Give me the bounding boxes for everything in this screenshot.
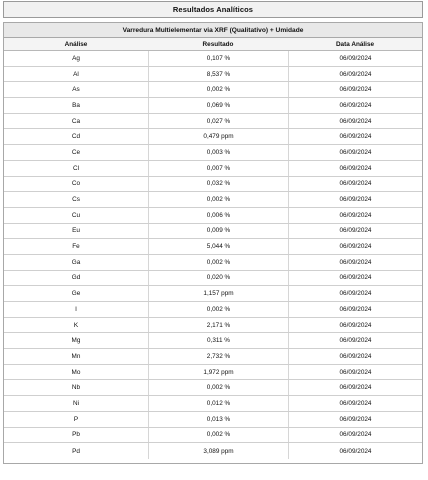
cell-data: 06/09/2024	[288, 271, 422, 286]
cell-resultado: 0,479 ppm	[148, 129, 288, 144]
table-row	[4, 98, 422, 114]
table-row	[4, 67, 422, 83]
cell-analise: Pd	[72, 447, 80, 455]
cell-data: 06/09/2024	[288, 443, 422, 459]
cell-analise: Cu	[71, 211, 81, 219]
page-title-text: Resultados Analíticos	[172, 5, 254, 14]
cell-resultado: 0,311 %	[148, 333, 288, 348]
column-header-analise: Análise	[64, 40, 88, 48]
cell-resultado: 0,002 %	[148, 380, 288, 395]
cell-resultado: 0,002 %	[148, 192, 288, 207]
cell-data: 06/09/2024	[288, 380, 422, 395]
table-row	[4, 396, 422, 412]
table-row	[4, 51, 422, 67]
table-row	[4, 192, 422, 208]
page-title	[3, 1, 423, 18]
cell-analise: Nb	[71, 384, 81, 392]
cell-analise: Al	[73, 70, 79, 78]
cell-analise: Ca	[71, 117, 81, 125]
cell-data: 06/09/2024	[288, 396, 422, 411]
table-row	[4, 255, 422, 271]
cell-analise: Eu	[72, 227, 80, 235]
cell-resultado: 0,027 %	[148, 114, 288, 129]
cell-data: 06/09/2024	[288, 239, 422, 254]
cell-analise: K	[73, 321, 79, 329]
cell-data: 06/09/2024	[288, 302, 422, 317]
table-row	[4, 82, 422, 98]
cell-data: 06/09/2024	[288, 365, 422, 380]
cell-resultado: 0,009 %	[148, 224, 288, 239]
cell-data: 06/09/2024	[288, 82, 422, 97]
cell-data: 06/09/2024	[288, 177, 422, 192]
cell-analise: Ba	[72, 101, 80, 109]
cell-analise: I	[75, 305, 77, 313]
cell-analise: Gd	[71, 274, 81, 282]
cell-analise: Pb	[72, 431, 80, 439]
cell-analise: P	[73, 415, 79, 423]
table-row	[4, 365, 422, 381]
table-row	[4, 333, 422, 349]
cell-data: 06/09/2024	[288, 67, 422, 82]
cell-data: 06/09/2024	[288, 428, 422, 443]
cell-analise: Fe	[72, 243, 80, 251]
table-body	[4, 51, 422, 459]
table-row	[4, 302, 422, 318]
table-row	[4, 349, 422, 365]
cell-resultado: 0,013 %	[148, 412, 288, 427]
cell-resultado: 3,089 ppm	[148, 443, 288, 459]
table-row	[4, 428, 422, 444]
cell-analise: Cl	[72, 164, 80, 172]
table-row	[4, 271, 422, 287]
cell-resultado: 0,003 %	[148, 145, 288, 160]
cell-resultado: 2,171 %	[148, 318, 288, 333]
cell-data: 06/09/2024	[288, 286, 422, 301]
cell-data: 06/09/2024	[288, 255, 422, 270]
cell-analise: Mn	[71, 352, 81, 360]
cell-analise: Ga	[71, 258, 81, 266]
cell-data: 06/09/2024	[288, 208, 422, 223]
table-row	[4, 129, 422, 145]
table-row	[4, 161, 422, 177]
cell-resultado: 0,006 %	[148, 208, 288, 223]
cell-data: 06/09/2024	[288, 192, 422, 207]
column-header-resultado: Resultado	[202, 40, 234, 48]
table-header-row	[4, 38, 422, 51]
cell-data: 06/09/2024	[288, 318, 422, 333]
cell-resultado: 5,044 %	[148, 239, 288, 254]
cell-analise: Ce	[71, 148, 81, 156]
cell-analise: Ag	[72, 54, 80, 62]
table-caption-text: Varredura Multielementar via XRF (Qualitativo) + Umidade	[122, 26, 304, 34]
cell-data: 06/09/2024	[288, 333, 422, 348]
cell-resultado: 0,007 %	[148, 161, 288, 176]
cell-data: 06/09/2024	[288, 349, 422, 364]
table-row	[4, 443, 422, 459]
cell-analise: Mo	[71, 368, 81, 376]
table-row	[4, 208, 422, 224]
cell-resultado: 0,069 %	[148, 98, 288, 113]
cell-data: 06/09/2024	[288, 412, 422, 427]
cell-resultado: 0,002 %	[148, 255, 288, 270]
cell-resultado: 0,032 %	[148, 177, 288, 192]
table-row	[4, 177, 422, 193]
table-row	[4, 412, 422, 428]
cell-analise: As	[72, 86, 80, 94]
cell-analise: Ge	[71, 290, 81, 298]
cell-analise: Mg	[71, 337, 81, 345]
cell-data: 06/09/2024	[288, 51, 422, 66]
cell-data: 06/09/2024	[288, 98, 422, 113]
table-row	[4, 239, 422, 255]
cell-analise: Cd	[71, 133, 81, 141]
table-row	[4, 318, 422, 334]
cell-resultado: 1,972 ppm	[148, 365, 288, 380]
table-row	[4, 114, 422, 130]
cell-resultado: 0,020 %	[148, 271, 288, 286]
cell-resultado: 2,732 %	[148, 349, 288, 364]
cell-data: 06/09/2024	[288, 161, 422, 176]
cell-data: 06/09/2024	[288, 129, 422, 144]
cell-resultado: 0,107 %	[148, 51, 288, 66]
table-row	[4, 224, 422, 240]
results-panel	[3, 22, 423, 464]
cell-resultado: 0,002 %	[148, 428, 288, 443]
table-row	[4, 286, 422, 302]
cell-analise: Co	[71, 180, 81, 188]
cell-data: 06/09/2024	[288, 145, 422, 160]
column-header-data: Data Análise	[335, 40, 375, 48]
table-row	[4, 145, 422, 161]
cell-resultado: 0,002 %	[148, 82, 288, 97]
cell-resultado: 0,002 %	[148, 302, 288, 317]
table-row	[4, 380, 422, 396]
cell-resultado: 1,157 ppm	[148, 286, 288, 301]
cell-resultado: 8,537 %	[148, 67, 288, 82]
cell-analise: Cs	[72, 196, 80, 204]
cell-resultado: 0,012 %	[148, 396, 288, 411]
cell-data: 06/09/2024	[288, 224, 422, 239]
cell-data: 06/09/2024	[288, 114, 422, 129]
table-caption	[4, 23, 422, 38]
cell-analise: Ni	[72, 399, 80, 407]
